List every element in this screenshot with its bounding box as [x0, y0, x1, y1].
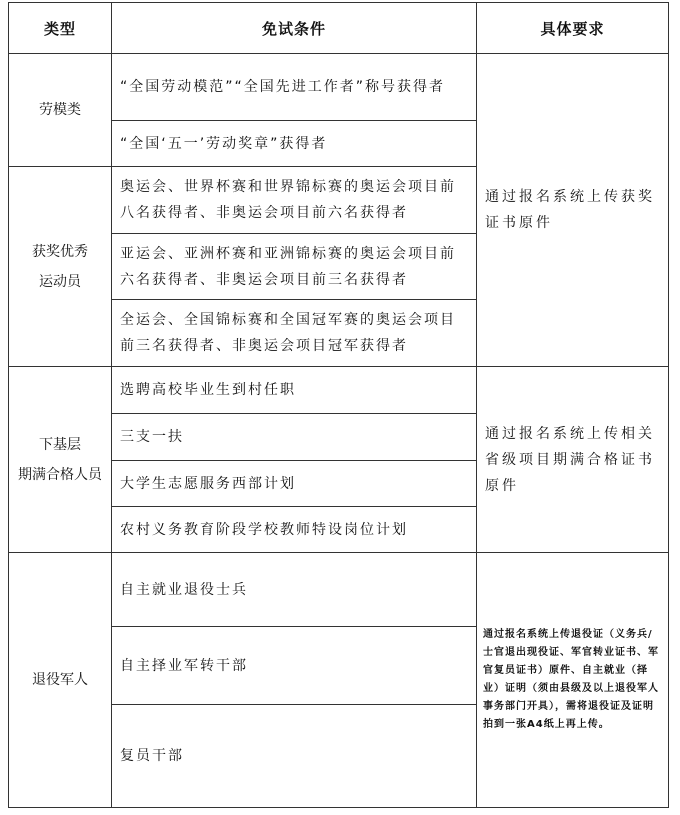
header-condition: 免试条件 [112, 3, 477, 54]
category-cell-model-worker: 劳模类 [9, 54, 112, 167]
table-row [9, 367, 669, 414]
condition-cell: 自主就业退役士兵 [112, 553, 477, 627]
condition-cell: 全运会、全国锦标赛和全国冠军赛的奥运会项目前三名获得者、非奥运会项目冠军获得者 [112, 300, 477, 367]
header-row [9, 3, 669, 54]
requirement-cell-veteran: 通过报名系统上传退役证（义务兵/士官退出现役证、军官转业证书、军官复员证书）原件、自主就业（择业）证明（须由县级及以上退役军人事务部门开具），需将退役证及证明拍到一张A4纸上再上传。 [477, 553, 669, 808]
category-cell-veteran: 退役军人 [9, 553, 112, 808]
condition-cell: “全国‘五一’劳动奖章”获得者 [112, 121, 477, 167]
requirement-cell-grassroots: 通过报名系统上传相关省级项目期满合格证书原件 [477, 367, 669, 553]
table-row [9, 54, 669, 121]
condition-cell: “全国劳动模范”“全国先进工作者”称号获得者 [112, 54, 477, 121]
header-type: 类型 [9, 3, 112, 54]
condition-cell: 大学生志愿服务西部计划 [112, 461, 477, 507]
condition-cell: 奥运会、世界杯赛和世界锦标赛的奥运会项目前八名获得者、非奥运会项目前六名获得者 [112, 167, 477, 234]
category-cell-grassroots: 下基层 期满合格人员 [9, 367, 112, 553]
header-requirement: 具体要求 [477, 3, 669, 54]
category-cell-athlete: 获奖优秀 运动员 [9, 167, 112, 367]
condition-cell: 选聘高校毕业生到村任职 [112, 367, 477, 414]
condition-cell: 亚运会、亚洲杯赛和亚洲锦标赛的奥运会项目前六名获得者、非奥运会项目前三名获得者 [112, 234, 477, 300]
condition-cell: 复员干部 [112, 705, 477, 808]
condition-cell: 三支一扶 [112, 414, 477, 461]
exemption-table [8, 2, 669, 808]
requirement-cell-award: 通过报名系统上传获奖证书原件 [477, 54, 669, 367]
condition-cell: 农村义务教育阶段学校教师特设岗位计划 [112, 507, 477, 553]
condition-cell: 自主择业军转干部 [112, 627, 477, 705]
table-row [9, 553, 669, 627]
